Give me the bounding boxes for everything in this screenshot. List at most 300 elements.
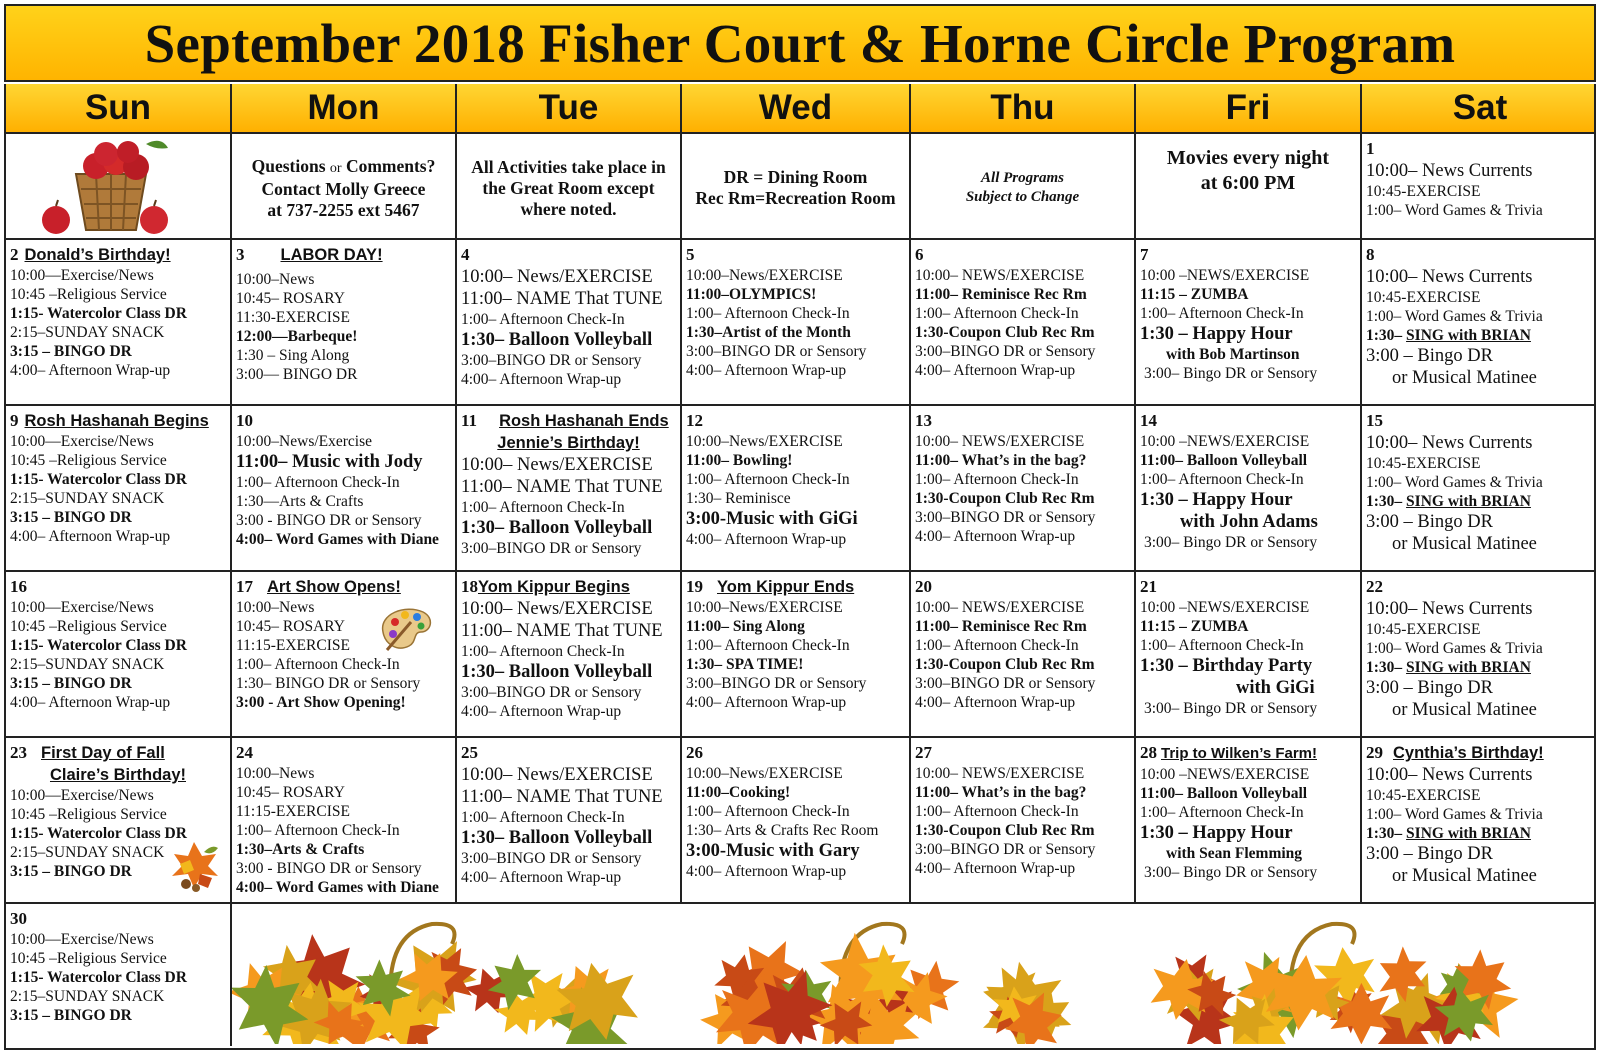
day-cell-2 (6, 240, 232, 404)
calendar-grid (4, 134, 1596, 1050)
day-heading (10, 244, 226, 266)
day-heading (686, 244, 905, 266)
event: 10:00–News (236, 765, 315, 782)
day-number: 26 (686, 743, 703, 762)
event: 4:00– Afternoon Wrap-up (915, 362, 1076, 379)
event: 3:00– Bingo DR or Sensory (1144, 864, 1318, 881)
event: with John Adams (1180, 512, 1318, 532)
event: 1:30– SPA TIME! (686, 656, 804, 673)
event: 1:30– BINGO DR or Sensory (236, 675, 421, 692)
event: 10:00—Exercise/News (10, 267, 154, 284)
event: 1:00– Afternoon Check-In (461, 809, 625, 826)
event: 1:00– Afternoon Check-In (915, 305, 1079, 322)
event: 1:00– Afternoon Check-In (236, 822, 400, 839)
day-title: Trip to Wilken’s Farm! (1161, 745, 1317, 762)
event: 4:00– Afternoon Wrap-up (10, 528, 171, 545)
event: 4:00– Word Games with Diane (236, 531, 439, 548)
day-cell-11 (457, 406, 682, 570)
weekday-fri: Fri (1136, 84, 1362, 132)
event: 1:15- Watercolor Class DR (10, 825, 187, 842)
day-cell-29 (1362, 738, 1598, 902)
event: 3:00–BINGO DR or Sensory (915, 675, 1096, 692)
day-heading (10, 742, 226, 786)
event: 3:00–BINGO DR or Sensory (686, 675, 867, 692)
event: 3:00 – Bingo DR (1366, 512, 1493, 532)
week-row-5 (6, 904, 1594, 1046)
event: 11:00– Music with Jody (236, 452, 423, 472)
event: 4:00– Afternoon Wrap-up (10, 362, 171, 379)
event: 10:00 –NEWS/EXERCISE (1140, 267, 1310, 284)
event: 10:45 –Religious Service (10, 950, 167, 967)
weekday-wed: Wed (682, 84, 911, 132)
event: 10:00–News (236, 271, 315, 288)
event: 1:30 – Happy Hour (1140, 490, 1293, 510)
cell-fri-notes (1136, 134, 1362, 238)
event-time: 1:30– (1366, 825, 1403, 842)
event: 3:15 – BINGO DR (10, 343, 132, 360)
event: 1:30–Artist of the Month (686, 324, 851, 341)
event: 3:00–BINGO DR or Sensory (461, 540, 642, 557)
day-title: LABOR DAY! (280, 246, 383, 264)
note-text: or (329, 160, 342, 176)
event: 1:30– Balloon Volleyball (461, 662, 653, 682)
week-row-1 (6, 240, 1594, 406)
day-heading (236, 244, 451, 266)
event: 1:00– Afternoon Check-In (1140, 305, 1304, 322)
day-number: 13 (915, 411, 932, 430)
event: 11:00– NAME That TUNE (461, 289, 663, 309)
day-heading (10, 410, 226, 432)
event: 11:15-EXERCISE (236, 637, 350, 654)
event: 3:00-Music with GiGi (686, 509, 858, 529)
legend-note (686, 138, 905, 238)
day-heading (461, 742, 676, 764)
day-heading (686, 410, 905, 432)
note-line: All Programs (981, 170, 1064, 186)
event: 4:00– Afternoon Wrap-up (686, 694, 847, 711)
day-heading (1366, 244, 1594, 266)
event: 10:00 –NEWS/EXERCISE (1140, 599, 1310, 616)
event: 11:00– Balloon Volleyball (1140, 452, 1308, 469)
event: 3:00–BINGO DR or Sensory (915, 841, 1096, 858)
event: 10:45 –Religious Service (10, 452, 167, 469)
event: 1:30—Arts & Crafts (236, 493, 364, 510)
event: 10:45-EXERCISE (1366, 621, 1481, 638)
event: 1:00– Afternoon Check-In (1140, 637, 1304, 654)
day-number: 6 (915, 245, 924, 264)
event: 4:00– Afternoon Wrap-up (461, 371, 622, 388)
day-number: 10 (236, 411, 253, 430)
day-title: First Day of Fall (41, 744, 165, 762)
event: 1:00– Afternoon Check-In (915, 803, 1079, 820)
event: 10:00–News/EXERCISE (686, 267, 843, 284)
event: 1:00– Word Games & Trivia (1366, 640, 1543, 657)
event: 3:00–BINGO DR or Sensory (915, 509, 1096, 526)
event: 3:00–BINGO DR or Sensory (915, 343, 1096, 360)
event: or Musical Matinee (1392, 700, 1537, 720)
day-heading (1366, 742, 1594, 764)
day-heading (915, 244, 1130, 266)
day-heading (686, 576, 905, 598)
day-title: Art Show Opens! (267, 578, 401, 596)
note-line: at 737-2255 ext 5467 (267, 199, 420, 220)
event: 10:00– News Currents (1366, 433, 1533, 453)
day-cell-20 (911, 572, 1136, 736)
event: 10:00– News/EXERCISE (461, 599, 653, 619)
day-number: 28 (1140, 743, 1157, 762)
day-cell-3 (232, 240, 457, 404)
day-subtitle: Claire’s Birthday! (49, 766, 186, 784)
day-cell-15 (1362, 406, 1598, 570)
event: 1:00– Afternoon Check-In (1140, 804, 1304, 821)
event: 10:00–News/Exercise (236, 433, 373, 450)
event: 3:00 – Bingo DR (1366, 844, 1493, 864)
event: 2:15–SUNDAY SNACK (10, 656, 165, 673)
day-heading (1140, 576, 1356, 598)
paint-palette-icon (377, 602, 435, 652)
day-number: 8 (1366, 245, 1375, 264)
cell-thu-notes (911, 134, 1136, 238)
calendar-title: September 2018 Fisher Court & Horne Circle Program (4, 4, 1596, 82)
event: 11:00– NAME That TUNE (461, 477, 663, 497)
event: 2:15–SUNDAY SNACK (10, 844, 165, 861)
event: 3:00– Bingo DR or Sensory (1144, 365, 1318, 382)
weekday-mon: Mon (232, 84, 457, 132)
activities-note (461, 138, 676, 238)
event: 11:00– Balloon Volleyball (1140, 785, 1308, 802)
event: 10:45 –Religious Service (10, 806, 167, 823)
event: 10:00–News/EXERCISE (686, 765, 843, 782)
day-subtitle: Jennie’s Birthday! (497, 434, 640, 452)
day-number: 29 (1366, 743, 1383, 762)
event: 4:00– Afternoon Wrap-up (915, 694, 1076, 711)
event: 11:00– What’s in the bag? (915, 452, 1087, 469)
note-line: at 6:00 PM (1200, 172, 1296, 194)
day-number: 2 (10, 245, 19, 264)
event: 10:45– ROSARY (236, 618, 345, 635)
day-heading (1140, 244, 1356, 266)
note-line: Subject to Change (965, 189, 1080, 205)
event: 10:00– News Currents (1366, 765, 1533, 785)
day-number: 12 (686, 411, 703, 430)
day-heading (1140, 410, 1356, 432)
event: 4:00– Afternoon Wrap-up (461, 869, 622, 886)
weekday-sun: Sun (6, 84, 232, 132)
event: 10:00–News (236, 599, 315, 616)
event (1366, 326, 1594, 345)
day-number: 17 (236, 577, 253, 596)
event: or Musical Matinee (1392, 866, 1537, 886)
event: 10:45-EXERCISE (1366, 787, 1481, 804)
event: 4:00– Afternoon Wrap-up (686, 863, 847, 880)
day-number: 18 (461, 577, 478, 596)
event: 10:45– ROSARY (236, 784, 345, 801)
event: 1:30-Coupon Club Rec Rm (915, 656, 1095, 673)
event: or Musical Matinee (1392, 534, 1537, 554)
event: 12:00—Barbeque! (236, 328, 358, 345)
cell-tue-notes (457, 134, 682, 238)
event: 4:00– Afternoon Wrap-up (686, 531, 847, 548)
day-heading (1366, 576, 1594, 598)
day-cell-14 (1136, 406, 1362, 570)
event: 11:00– NAME That TUNE (461, 621, 663, 641)
event: 1:15- Watercolor Class DR (10, 969, 187, 986)
event: 4:00– Afternoon Wrap-up (686, 362, 847, 379)
event-label: SING with BRIAN (1406, 659, 1531, 676)
change-note (915, 138, 1130, 238)
day-title: Donald’s Birthday! (24, 246, 171, 264)
event: 1:00– Afternoon Check-In (236, 474, 400, 491)
day-number: 3 (236, 245, 245, 264)
event: 1:30-Coupon Club Rec Rm (915, 490, 1095, 507)
day-cell-13 (911, 406, 1136, 570)
event: 2:15–SUNDAY SNACK (10, 490, 165, 507)
day-cell-6 (911, 240, 1136, 404)
day-number: 25 (461, 743, 478, 762)
event: 10:45– ROSARY (236, 290, 345, 307)
event: 10:00 –NEWS/EXERCISE (1140, 433, 1310, 450)
event-time: 1:30– (1366, 327, 1403, 344)
day-heading (10, 908, 226, 930)
day-cell-5 (682, 240, 911, 404)
event: 3:15 – BINGO DR (10, 675, 132, 692)
event: 3:00– Bingo DR or Sensory (1144, 534, 1318, 551)
event: 1:00– Afternoon Check-In (461, 311, 625, 328)
event: 10:00—Exercise/News (10, 599, 154, 616)
weekday-sat: Sat (1452, 88, 1508, 127)
day-number: 15 (1366, 411, 1383, 430)
event: 3:00–BINGO DR or Sensory (461, 352, 642, 369)
event: 11:30-EXERCISE (236, 309, 350, 326)
event: 2:15–SUNDAY SNACK (10, 324, 165, 341)
day-cell-28 (1136, 738, 1362, 902)
day-cell-10 (232, 406, 457, 570)
event: 1:30– Arts & Crafts Rec Room (686, 822, 879, 839)
day-heading (236, 742, 451, 764)
event-label: SING with BRIAN (1406, 327, 1531, 344)
event: 10:00–News/EXERCISE (686, 433, 843, 450)
day-number-text: 1 (1366, 139, 1375, 158)
event: 10:00– NEWS/EXERCISE (915, 433, 1085, 450)
event: 10:00– News/EXERCISE (461, 267, 653, 287)
event: 11:00– What’s in the bag? (915, 784, 1087, 801)
autumn-leaves-icon (164, 834, 224, 896)
event: 3:00— BINGO DR (236, 366, 358, 383)
event: 10:00 –NEWS/EXERCISE (1140, 766, 1310, 783)
event: 10:00– News Currents (1366, 161, 1533, 181)
day-number: 9 (10, 411, 19, 430)
event: 1:00– Afternoon Check-In (686, 637, 850, 654)
event: or Musical Matinee (1392, 368, 1537, 388)
event: 3:00-Music with Gary (686, 841, 860, 861)
day-cell-7 (1136, 240, 1362, 404)
event (1366, 492, 1594, 511)
day-cell-9 (6, 406, 232, 570)
event: 1:30– Balloon Volleyball (461, 518, 653, 538)
day-cell-16 (6, 572, 232, 736)
note-text: Comments? (345, 155, 436, 176)
event: 1:00– Word Games & Trivia (1366, 474, 1543, 491)
event: 1:00– Word Games & Trivia (1366, 308, 1543, 325)
event: 10:00—Exercise/News (10, 931, 154, 948)
day-cell-22 (1362, 572, 1598, 736)
event: 10:00– NEWS/EXERCISE (915, 765, 1085, 782)
event: 1:15- Watercolor Class DR (10, 305, 187, 322)
note-line: All Activities take place in (471, 156, 666, 177)
day-title: Rosh Hashanah Begins (24, 412, 209, 430)
event: 10:45 –Religious Service (10, 618, 167, 635)
event: 1:00– Afternoon Check-In (236, 656, 400, 673)
event: 1:00– Word Games & Trivia (1366, 806, 1543, 823)
day-number: 30 (10, 909, 27, 928)
leaf-cluster (232, 920, 1530, 1044)
event-time: 1:30– (1366, 659, 1403, 676)
event: 1:00– Afternoon Check-In (915, 637, 1079, 654)
event: 3:15 – BINGO DR (10, 1007, 132, 1024)
day-title: Yom Kippur Begins (478, 578, 630, 596)
event: 1:00– Afternoon Check-In (686, 803, 850, 820)
day-heading (461, 576, 676, 598)
event: 10:00– News Currents (1366, 267, 1533, 287)
day-cell-12 (682, 406, 911, 570)
event: 11:00–OLYMPICS! (686, 286, 817, 303)
event: 3:00 - Art Show Opening! (236, 694, 406, 711)
event: 11:00– Sing Along (686, 618, 805, 635)
cell-wed-notes (682, 134, 911, 238)
week-row-3 (6, 572, 1594, 738)
event: 10:00– NEWS/EXERCISE (915, 599, 1085, 616)
event: 10:00– News/EXERCISE (461, 765, 653, 785)
event: 1:30– Reminisce (686, 490, 791, 507)
event: 11:00–Cooking! (686, 784, 791, 801)
day-heading (915, 410, 1130, 432)
event (1366, 824, 1594, 843)
event: 3:00–BINGO DR or Sensory (686, 343, 867, 360)
event: 3:15 – BINGO DR (10, 863, 132, 880)
note-line: the Great Room except (482, 177, 655, 198)
contact-note (236, 138, 451, 238)
event: 11:00– Bowling! (686, 452, 793, 469)
day-number: 11 (461, 411, 478, 430)
weekday-tue: Tue (457, 84, 682, 132)
event: 4:00– Word Games with Diane (236, 879, 439, 896)
day-cell-23 (6, 738, 232, 902)
event: 1:00– Afternoon Check-In (915, 471, 1079, 488)
weekday-thu: Thu (911, 84, 1136, 132)
event-label: SING with BRIAN (1406, 493, 1531, 510)
event: 11:15 – ZUMBA (1140, 286, 1249, 303)
event: 1:30 – Sing Along (236, 347, 350, 364)
day-number: 20 (915, 577, 932, 596)
event: 10:00—Exercise/News (10, 433, 154, 450)
note-line: DR = Dining Room (723, 167, 868, 187)
day-number (1366, 138, 1594, 160)
event: 1:30 – Birthday Party (1140, 656, 1313, 676)
day-heading (461, 244, 676, 266)
event: with GiGi (1236, 678, 1315, 698)
event: 2:15–SUNDAY SNACK (10, 988, 165, 1005)
event: 3:00–BINGO DR or Sensory (461, 850, 642, 867)
day-title: Cynthia’s Birthday! (1393, 744, 1544, 762)
movies-note (1140, 138, 1356, 238)
day-title: Rosh Hashanah Ends (499, 412, 669, 430)
day-cell-4 (457, 240, 682, 404)
note-line: where noted. (520, 198, 617, 219)
day-cell-8 (1362, 240, 1598, 404)
cell-mon-notes (232, 134, 457, 238)
note-line: Movies every night (1166, 147, 1330, 169)
note-text: Questions (251, 155, 326, 176)
event: 1:00– Afternoon Check-In (461, 643, 625, 660)
event: 11:00– NAME That TUNE (461, 787, 663, 807)
day-heading (915, 576, 1130, 598)
week-row-2 (6, 406, 1594, 572)
event: 1:00– Afternoon Check-In (686, 305, 850, 322)
day-number: 27 (915, 743, 932, 762)
day-number: 14 (1140, 411, 1157, 430)
event: 3:00 – Bingo DR (1366, 678, 1493, 698)
weekday-header (4, 84, 1596, 134)
day-number: 24 (236, 743, 253, 762)
event: 1:30 – Happy Hour (1140, 823, 1293, 843)
day-cell-25 (457, 738, 682, 902)
event: 1:00– Afternoon Check-In (1140, 471, 1304, 488)
event: 3:00– Bingo DR or Sensory (1144, 700, 1318, 717)
day-cell-21 (1136, 572, 1362, 736)
event: 3:00 – Bingo DR (1366, 346, 1493, 366)
event: 1:30– Balloon Volleyball (461, 828, 653, 848)
day-number: 19 (686, 577, 703, 596)
day-cell-24 (232, 738, 457, 902)
event: 10:00– News/EXERCISE (461, 455, 653, 475)
event: 10:00–News/EXERCISE (686, 599, 843, 616)
event: 1:30– Balloon Volleyball (461, 330, 653, 350)
day-cell-27 (911, 738, 1136, 902)
cell-sun-notes (6, 134, 232, 238)
event: 4:00– Afternoon Wrap-up (915, 860, 1076, 877)
event: 1:00– Afternoon Check-In (461, 499, 625, 516)
event: 10:00– NEWS/EXERCISE (915, 267, 1085, 284)
note-line: Rec Rm=Recreation Room (695, 188, 896, 208)
note-line (252, 156, 436, 179)
event: 1:00– Word Games & Trivia (1366, 202, 1543, 219)
event: 3:00 - BINGO DR or Sensory (236, 860, 422, 877)
event-label: SING with BRIAN (1406, 825, 1531, 842)
event: 1:15- Watercolor Class DR (10, 471, 187, 488)
day-cell-18 (457, 572, 682, 736)
day-cell-19 (682, 572, 911, 736)
event: 4:00– Afternoon Wrap-up (915, 528, 1076, 545)
day-title: Yom Kippur Ends (717, 578, 855, 596)
event: 10:45 –Religious Service (10, 286, 167, 303)
apple-basket-icon (36, 134, 186, 238)
day-heading (461, 410, 676, 454)
day-heading (915, 742, 1130, 764)
day-cell-17 (232, 572, 457, 736)
event: 1:30 – Happy Hour (1140, 324, 1293, 344)
week-row-4 (6, 738, 1594, 904)
day-number: 23 (10, 743, 27, 762)
event: 10:45-EXERCISE (1366, 289, 1481, 306)
day-cell-26 (682, 738, 911, 902)
event: 10:45-EXERCISE (1366, 455, 1481, 472)
day-number: 21 (1140, 577, 1157, 596)
note-line: Contact Molly Greece (261, 178, 426, 199)
event: 10:45-EXERCISE (1366, 183, 1481, 200)
day-number: 7 (1140, 245, 1149, 264)
day-heading (1140, 742, 1356, 765)
event-time: 1:30– (1366, 493, 1403, 510)
